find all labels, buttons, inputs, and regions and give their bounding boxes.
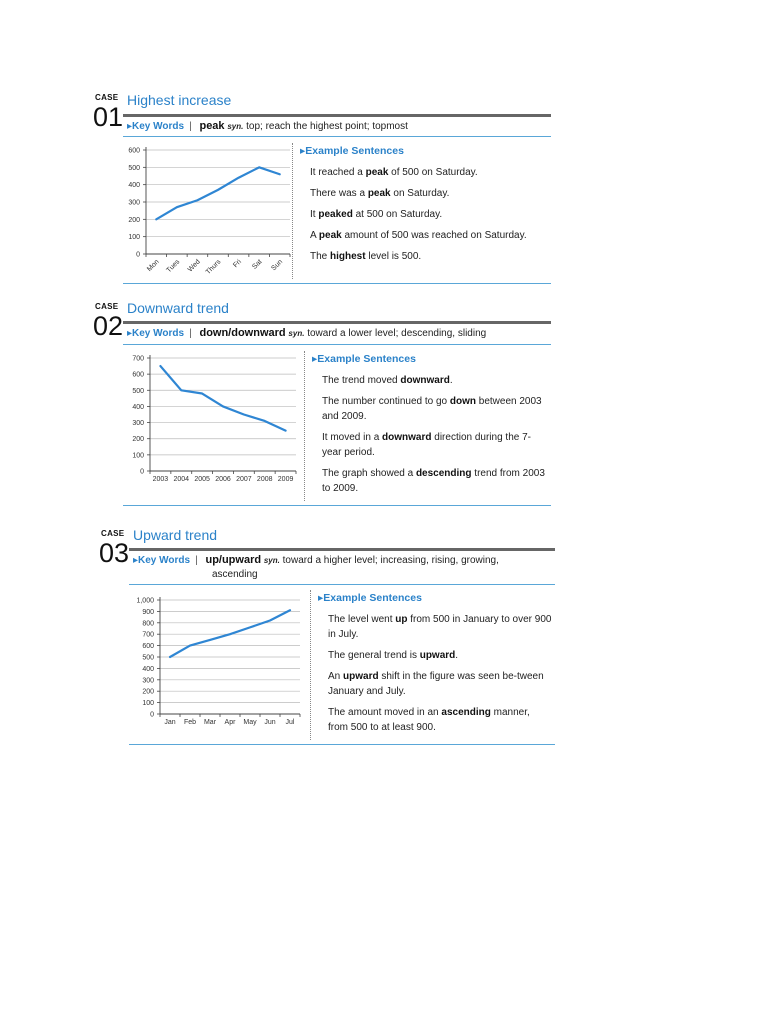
highlighted-word: highest bbox=[330, 251, 366, 262]
sentence-text: trend from 2003 to 2009. bbox=[322, 468, 545, 494]
key-words-rule bbox=[123, 136, 551, 137]
x-tick-label: 2009 bbox=[277, 476, 294, 483]
series-line bbox=[160, 366, 285, 431]
sentence-text: The level went bbox=[328, 614, 396, 625]
case-label: CASE bbox=[95, 93, 119, 102]
sentence-text: The trend moved bbox=[322, 375, 401, 386]
x-tick-label: Thurs bbox=[204, 258, 223, 277]
x-tick-label: 2003 bbox=[152, 476, 169, 483]
key-word-definition: toward a higher level; increasing, rising, growing, bbox=[282, 555, 499, 566]
highlighted-word: peak bbox=[318, 230, 342, 241]
column-divider bbox=[304, 351, 305, 501]
case-number: 02 bbox=[93, 311, 124, 341]
sentence-text: There was a bbox=[310, 188, 368, 199]
case-title: Downward trend bbox=[127, 300, 229, 316]
syn-label: syn. bbox=[288, 329, 305, 338]
y-tick-label: 900 bbox=[142, 608, 154, 616]
key-words-row: ▸Key Words | peak syn. top; reach the highest point; topmost bbox=[127, 120, 408, 132]
y-tick-label: 200 bbox=[132, 436, 144, 444]
footer-rule bbox=[123, 283, 551, 284]
sentence-text: An bbox=[328, 671, 344, 682]
example-sentence bbox=[328, 705, 552, 735]
case-number: 01 bbox=[93, 102, 124, 132]
x-tick-label: Jun bbox=[264, 719, 276, 726]
y-tick-label: 0 bbox=[140, 468, 144, 476]
y-tick-label: 500 bbox=[142, 654, 154, 662]
chart-highest-increase bbox=[110, 141, 295, 283]
x-tick-label: Feb bbox=[183, 719, 197, 726]
sentence-text: of 500 on Saturday. bbox=[388, 167, 478, 178]
header-rule bbox=[123, 321, 551, 324]
highlighted-word: upward bbox=[343, 671, 379, 682]
sentence-text: level is 500. bbox=[365, 251, 422, 262]
footer-rule bbox=[129, 744, 555, 745]
example-sentence bbox=[310, 165, 550, 180]
highlighted-word: ascending bbox=[441, 707, 491, 718]
sentence-text: manner, from 500 to at least 900. bbox=[328, 707, 530, 733]
example-sentence bbox=[310, 249, 550, 264]
sentence-text: The graph showed a bbox=[322, 468, 416, 479]
sentence-text: shift in the figure was seen be-tween January and July. bbox=[328, 671, 544, 697]
x-tick-label: Fri bbox=[232, 258, 243, 270]
example-sentences-label: ▸Example Sentences bbox=[318, 592, 422, 604]
key-word: peak bbox=[199, 120, 225, 132]
example-sentences bbox=[310, 165, 550, 270]
highlighted-word: downward bbox=[400, 375, 450, 386]
example-sentence bbox=[322, 466, 546, 496]
highlighted-word: peaked bbox=[318, 209, 353, 220]
chart-upward-trend bbox=[118, 590, 308, 730]
x-tick-label: Jul bbox=[285, 719, 295, 726]
example-sentence bbox=[328, 612, 552, 642]
x-tick-label: Sat bbox=[251, 258, 264, 271]
sentence-text: The bbox=[310, 251, 331, 262]
example-sentence bbox=[322, 373, 546, 388]
key-words-label: ▸Key Words bbox=[127, 328, 185, 339]
sentence-text: The number continued to go bbox=[322, 396, 450, 407]
y-tick-label: 300 bbox=[128, 199, 140, 207]
key-words-row: ▸Key Words | down/downward syn. toward a lower level; descending, sliding bbox=[127, 327, 487, 339]
y-tick-label: 1,000 bbox=[136, 597, 154, 605]
column-divider bbox=[292, 143, 293, 279]
case-label: CASE bbox=[101, 529, 125, 538]
key-word-definition-continued: ascending bbox=[212, 569, 258, 580]
y-tick-label: 700 bbox=[142, 631, 154, 639]
y-tick-label: 600 bbox=[128, 147, 140, 155]
x-tick-label: 2004 bbox=[173, 476, 190, 483]
example-sentences bbox=[322, 373, 546, 502]
header-rule bbox=[123, 114, 551, 117]
key-words-rule bbox=[123, 344, 551, 345]
chart-downward-trend bbox=[112, 349, 302, 489]
sentence-text: The amount moved in an bbox=[328, 707, 442, 718]
y-tick-label: 100 bbox=[128, 234, 140, 242]
y-tick-label: 500 bbox=[128, 164, 140, 172]
x-tick-label: 2008 bbox=[256, 476, 273, 483]
sentence-text: at 500 on Saturday. bbox=[352, 209, 443, 220]
key-word-definition: top; reach the highest point; topmost bbox=[246, 121, 408, 132]
sentence-text: from 500 in January to over 900 in July. bbox=[328, 614, 552, 640]
y-tick-label: 300 bbox=[142, 677, 154, 685]
y-tick-label: 600 bbox=[142, 643, 154, 651]
y-tick-label: 0 bbox=[136, 251, 140, 259]
key-words-row: ▸Key Words | up/upward syn. toward a higher level; increasing, rising, growing, bbox=[133, 554, 499, 566]
y-tick-label: 200 bbox=[142, 688, 154, 696]
x-tick-label: Wed bbox=[186, 258, 202, 274]
column-divider bbox=[310, 590, 311, 740]
key-word: up/upward bbox=[205, 554, 262, 566]
sentence-text: . bbox=[455, 650, 459, 661]
example-sentences bbox=[328, 612, 552, 741]
example-sentence bbox=[328, 648, 552, 663]
key-word-definition: toward a lower level; descending, sliding bbox=[307, 328, 487, 339]
key-word: down/downward bbox=[199, 327, 286, 339]
sentence-text: direction during the 7-year period. bbox=[322, 432, 531, 458]
x-tick-label: 2007 bbox=[236, 476, 252, 483]
x-tick-label: Mon bbox=[146, 258, 161, 274]
key-words-label: ▸Key Words bbox=[133, 555, 191, 566]
x-tick-label: Sun bbox=[270, 258, 285, 273]
x-tick-label: May bbox=[243, 719, 257, 726]
sentence-text: amount of 500 was reached on Saturday. bbox=[341, 230, 527, 241]
highlighted-word: down bbox=[449, 396, 476, 407]
series-line bbox=[156, 167, 279, 219]
y-tick-label: 400 bbox=[128, 182, 140, 190]
x-tick-label: 2005 bbox=[194, 476, 210, 483]
example-sentence bbox=[322, 430, 546, 460]
highlighted-word: upward bbox=[419, 650, 456, 661]
y-tick-label: 200 bbox=[128, 216, 140, 224]
example-sentence bbox=[310, 228, 550, 243]
sentence-text: It reached a bbox=[310, 167, 366, 178]
y-tick-label: 700 bbox=[132, 355, 144, 363]
y-tick-label: 0 bbox=[150, 711, 154, 719]
y-tick-label: 300 bbox=[132, 420, 144, 428]
highlighted-word: downward bbox=[382, 432, 432, 443]
x-tick-label: Jan bbox=[164, 719, 176, 726]
y-tick-label: 100 bbox=[132, 452, 144, 460]
case-number: 03 bbox=[99, 538, 130, 568]
x-tick-label: Apr bbox=[224, 719, 236, 726]
highlighted-word: descending bbox=[415, 468, 472, 479]
sentence-text: . bbox=[449, 375, 453, 386]
highlighted-word: up bbox=[395, 614, 408, 625]
highlighted-word: peak bbox=[367, 188, 391, 199]
case-title: Upward trend bbox=[133, 527, 218, 543]
sentence-text: The general trend is bbox=[328, 650, 420, 661]
footer-rule bbox=[123, 505, 551, 506]
example-sentences-label: ▸Example Sentences bbox=[312, 353, 416, 365]
x-tick-label: 2006 bbox=[215, 476, 231, 483]
example-sentence bbox=[322, 394, 546, 424]
sentence-text: It moved in a bbox=[322, 432, 383, 443]
sentence-text: A bbox=[310, 230, 319, 241]
sentence-text: between 2003 and 2009. bbox=[322, 396, 542, 422]
key-words-label: ▸Key Words bbox=[127, 121, 185, 132]
y-tick-label: 600 bbox=[132, 371, 144, 379]
y-tick-label: 100 bbox=[142, 700, 154, 708]
highlighted-word: peak bbox=[365, 167, 389, 178]
key-words-rule bbox=[129, 584, 555, 585]
x-tick-label: Tues bbox=[165, 258, 182, 275]
y-tick-label: 400 bbox=[132, 403, 144, 411]
sentence-text: on Saturday. bbox=[390, 188, 450, 199]
header-rule bbox=[129, 548, 555, 551]
x-tick-label: Mar bbox=[203, 719, 217, 726]
syn-label: syn. bbox=[263, 556, 280, 565]
y-tick-label: 500 bbox=[132, 387, 144, 395]
y-tick-label: 800 bbox=[142, 620, 154, 628]
series-line bbox=[170, 610, 290, 657]
case-label: CASE bbox=[95, 302, 119, 311]
example-sentence bbox=[310, 186, 550, 201]
sentence-text: It bbox=[310, 209, 319, 220]
case-title: Highest increase bbox=[127, 92, 232, 108]
example-sentences-label: ▸Example Sentences bbox=[300, 145, 404, 157]
example-sentence bbox=[310, 207, 550, 222]
syn-label: syn. bbox=[227, 122, 244, 131]
y-tick-label: 400 bbox=[142, 665, 154, 673]
example-sentence bbox=[328, 669, 552, 699]
